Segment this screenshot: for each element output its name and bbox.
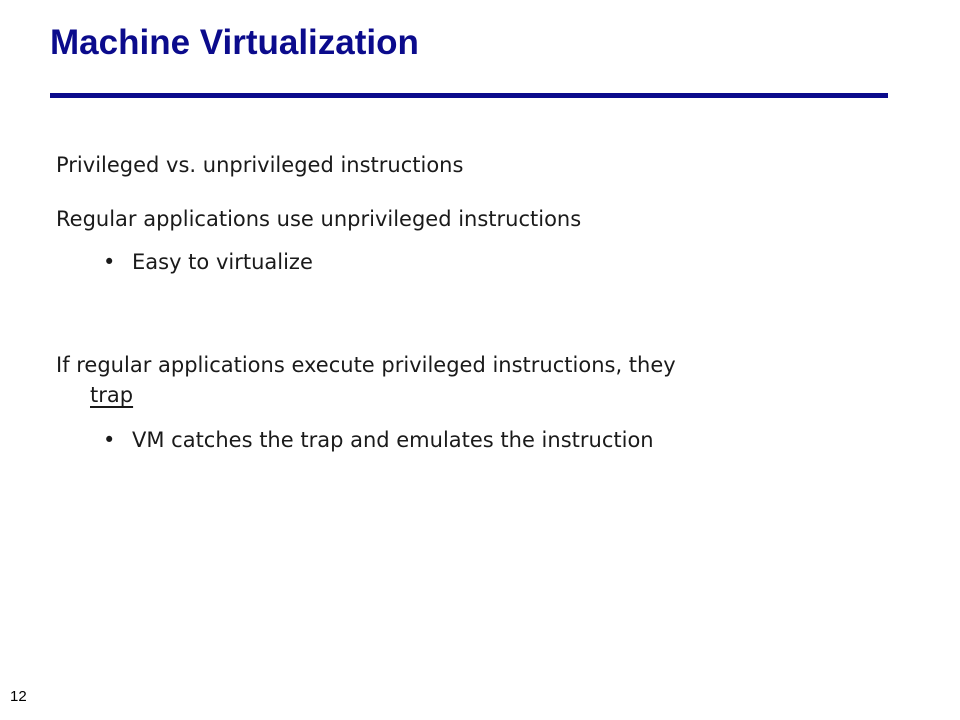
point-trap-line-1: If regular applications execute privileged instructions, they — [56, 353, 676, 377]
page-number: 12 — [10, 688, 27, 705]
point-trap-line-2 — [56, 380, 676, 410]
title-divider — [50, 93, 888, 98]
point-regular-applications: Regular applications use unprivileged instructions — [56, 207, 582, 231]
point-privileged-vs-unprivileged: Privileged vs. unprivileged instructions — [56, 153, 464, 177]
trap-term: trap — [90, 383, 134, 407]
slide-title: Machine Virtualization — [50, 23, 419, 62]
subpoint-easy-to-virtualize — [103, 247, 313, 277]
point-privileged-trap — [56, 350, 676, 410]
subpoint-vm-text: VM catches the trap and emulates the instruction — [132, 428, 654, 452]
subpoint-easy-text: Easy to virtualize — [132, 250, 313, 274]
subpoint-vm-catches-trap — [103, 425, 654, 455]
bullet-icon: • — [103, 428, 116, 452]
bullet-icon: • — [103, 250, 116, 274]
